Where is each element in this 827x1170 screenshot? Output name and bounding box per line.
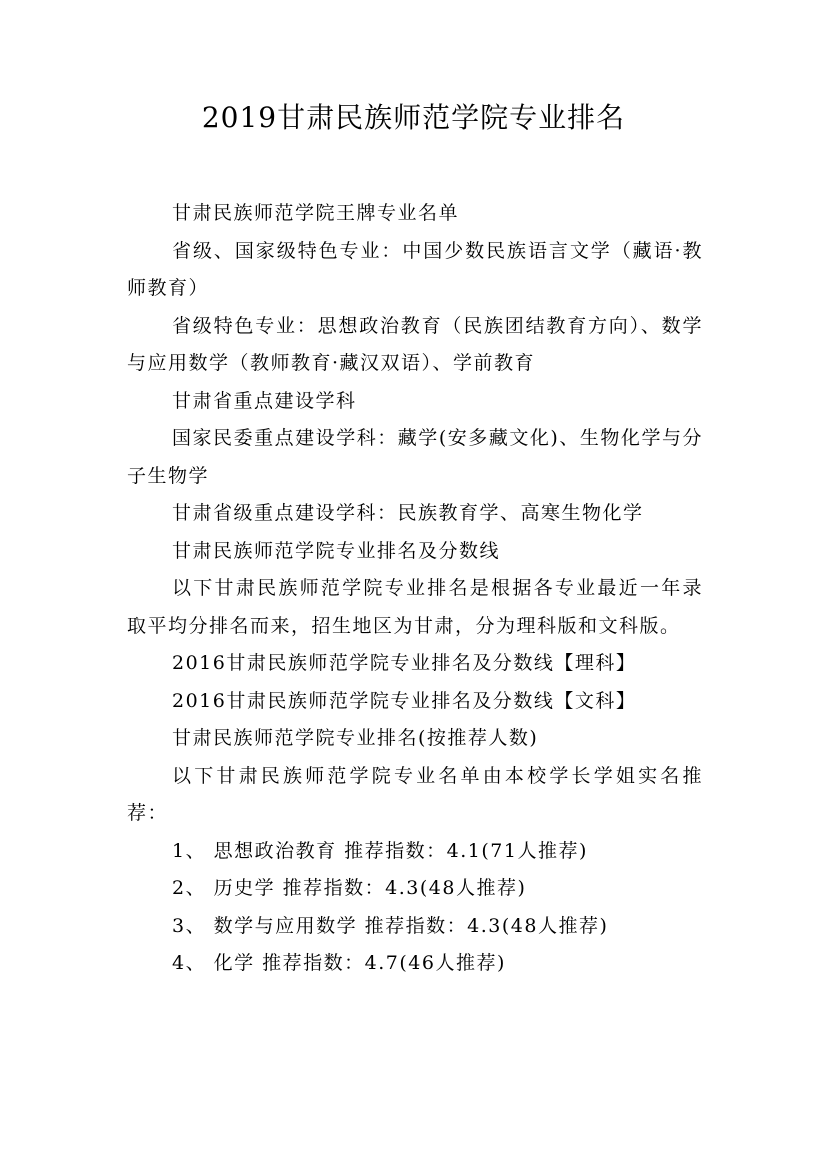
list-item: 1、 思想政治教育 推荐指数：4.1(71人推荐)	[172, 839, 588, 862]
document-body	[127, 195, 703, 983]
list-item: 2、 历史学 推荐指数：4.3(48人推荐)	[172, 877, 527, 899]
list-item: 3、 数学与应用数学 推荐指数：4.3(48人推荐)	[172, 914, 609, 937]
paragraph-ranking-explanation: 以下甘肃民族师范学院专业排名是根据各专业最近一年录取平均分排名而来，招生地区为甘肃，分为理科版和文科版。	[127, 577, 703, 637]
section-heading-flagship-majors: 甘肃民族师范学院王牌专业名单	[172, 202, 460, 224]
link-2016-science-ranking: 2016甘肃民族师范学院专业排名及分数线【理科】	[172, 652, 637, 674]
paragraph-national-featured-majors: 省级、国家级特色专业：中国少数民族语言文学（藏语·教师教育）	[127, 239, 703, 299]
paragraph-national-key-disciplines: 国家民委重点建设学科：藏学(安多藏文化)、生物化学与分子生物学	[127, 427, 703, 487]
section-heading-key-disciplines: 甘肃省重点建设学科	[172, 389, 357, 412]
list-item: 4、 化学 推荐指数：4.7(46人推荐)	[172, 952, 506, 974]
page-title: 2019甘肃民族师范学院专业排名	[201, 101, 626, 134]
section-heading-recommend-ranking: 甘肃民族师范学院专业排名(按推荐人数)	[172, 727, 539, 749]
section-heading-ranking-scores: 甘肃民族师范学院专业排名及分数线	[172, 539, 501, 562]
paragraph-recommend-explanation: 以下甘肃民族师范学院专业名单由本校学长学姐实名推荐：	[127, 764, 703, 824]
paragraph-provincial-key-disciplines: 甘肃省级重点建设学科：民族教育学、高寒生物化学	[172, 502, 644, 524]
paragraph-provincial-featured-majors: 省级特色专业：思想政治教育（民族团结教育方向）、数学与应用数学（教师教育·藏汉双语）、学前教育	[127, 314, 703, 374]
link-2016-arts-ranking: 2016甘肃民族师范学院专业排名及分数线【文科】	[172, 689, 637, 712]
